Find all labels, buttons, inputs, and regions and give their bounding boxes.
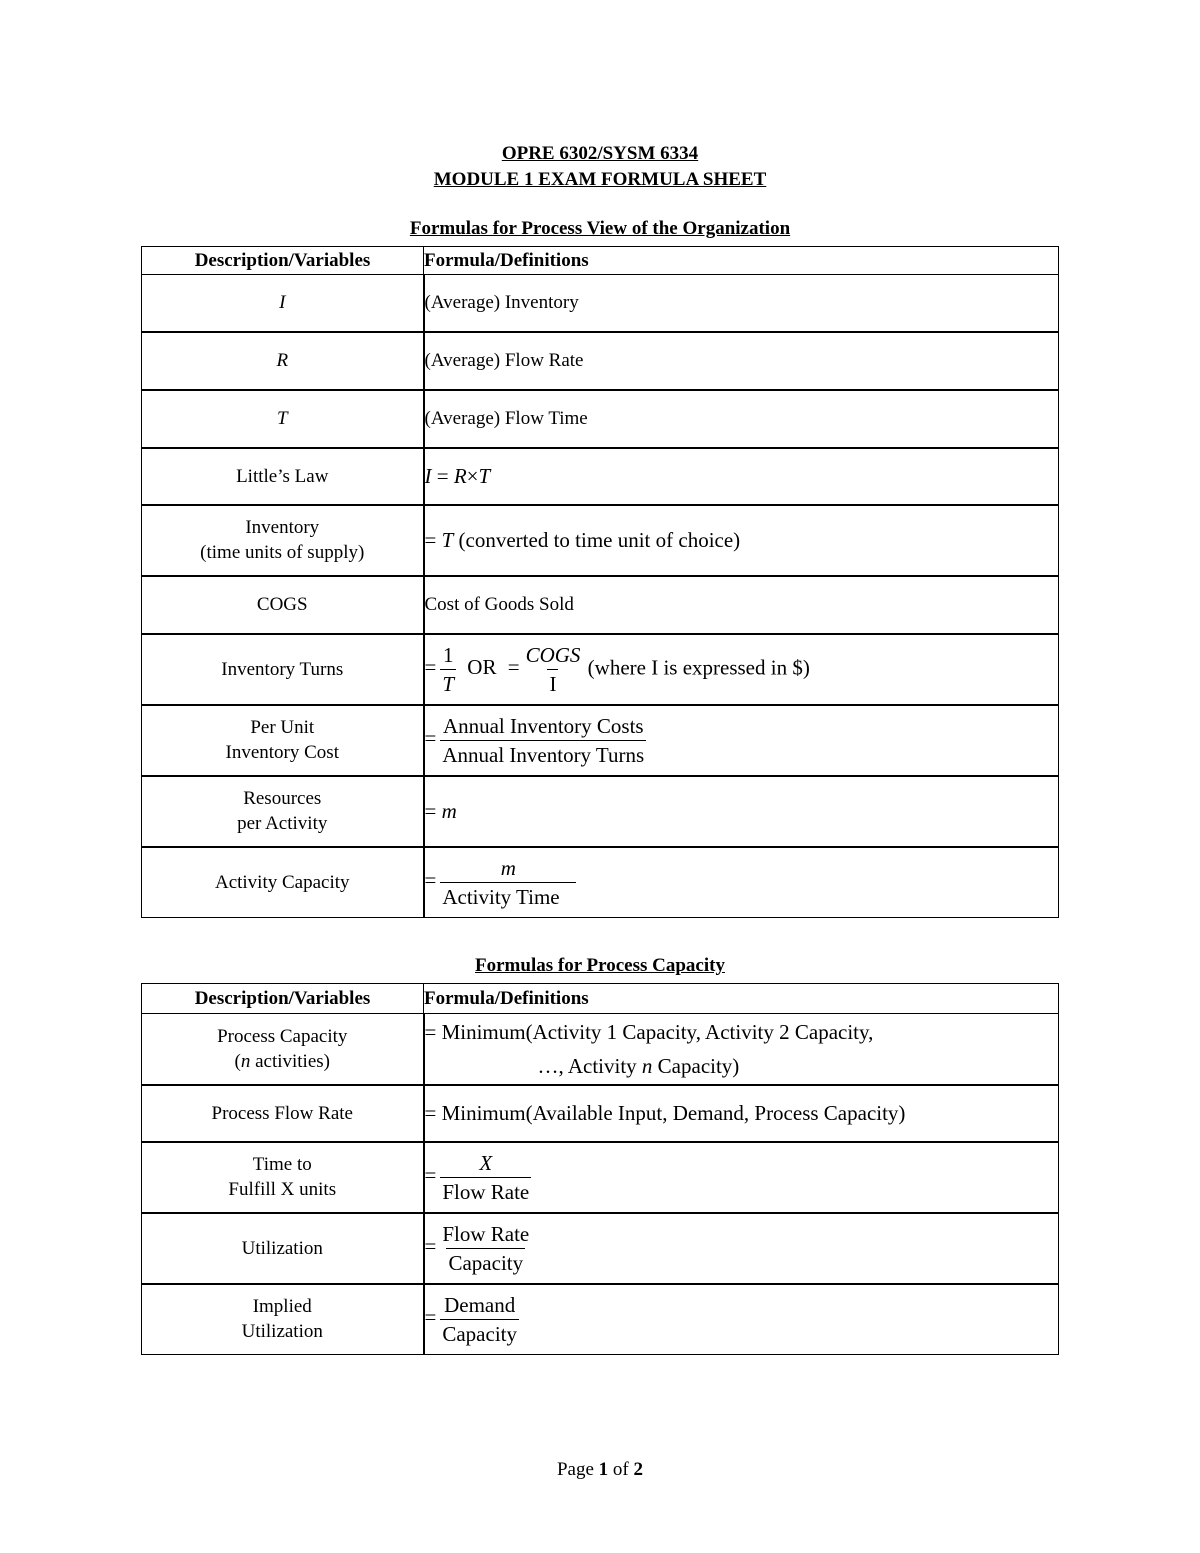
- table-row: [142, 847, 1059, 918]
- table-row: [142, 776, 1059, 847]
- numerator: m: [500, 855, 516, 880]
- formula-symbol: =: [507, 654, 520, 679]
- variable-cell: Little’s Law: [142, 448, 424, 505]
- process-capacity-table: [141, 983, 1059, 1355]
- variable-line: Per Unit: [250, 717, 315, 738]
- table-row: [142, 275, 1059, 332]
- formula-cell: = Minimum(Available Input, Demand, Process Capacity): [424, 1085, 1059, 1142]
- column-header-description: Description/Variables: [142, 247, 424, 275]
- variable-line: Inventory: [245, 517, 320, 538]
- total-pages: 2: [633, 1459, 643, 1480]
- variable-cell: [142, 1142, 424, 1213]
- variable-cell: COGS: [142, 576, 424, 634]
- course-title: OPRE 6302/SYSM 6334: [501, 143, 699, 164]
- variable-line: Utilization: [241, 1321, 323, 1343]
- formula-cell: [424, 705, 1059, 776]
- variable-cell: Process Flow Rate: [142, 1085, 424, 1142]
- variable-line: Resources: [243, 788, 322, 809]
- variable-line: Implied: [252, 1296, 312, 1318]
- numerator: 1: [442, 642, 454, 667]
- current-page: 1: [598, 1459, 609, 1480]
- formula-symbol: m: [441, 798, 457, 823]
- fraction: [440, 854, 576, 911]
- fraction: [440, 1220, 531, 1277]
- variable-cell: R: [142, 332, 424, 390]
- denominator: T: [440, 669, 456, 698]
- denominator: I: [547, 669, 558, 698]
- process-view-table: [141, 246, 1059, 918]
- variable-cell: [142, 505, 424, 576]
- definition-cell: (Average) Flow Rate: [424, 332, 1059, 390]
- variable-cell: T: [142, 390, 424, 448]
- formula-symbol: n: [641, 1053, 653, 1078]
- column-header-description: Description/Variables: [142, 984, 424, 1014]
- fraction: [440, 1149, 531, 1206]
- formula-cell: [424, 847, 1059, 918]
- definition-cell: (Average) Inventory: [424, 275, 1059, 332]
- table-row: [142, 505, 1059, 576]
- formula-cell: [424, 1142, 1059, 1213]
- table-row: [142, 448, 1059, 505]
- variable-line: Fulfill X units: [228, 1179, 337, 1200]
- formula-line: [425, 1049, 1059, 1083]
- formula-symbol: =: [424, 527, 437, 552]
- formula-symbol: =: [424, 725, 437, 750]
- variable-cell: [142, 776, 424, 847]
- formula-text: Capacity): [652, 1053, 740, 1078]
- variable-symbol: n: [240, 1050, 251, 1072]
- formula-symbol: =: [424, 868, 437, 893]
- formula-text: OR: [467, 654, 497, 679]
- formula-cell: [424, 505, 1059, 576]
- formula-symbol: =: [424, 654, 437, 679]
- formula-symbol: =: [424, 798, 437, 823]
- numerator: Demand: [444, 1292, 516, 1317]
- table-row: [142, 1014, 1059, 1085]
- numerator: COGS: [525, 642, 581, 667]
- formula-cell: [424, 448, 1059, 505]
- formula-symbol: T: [441, 527, 454, 552]
- variable-text: (: [234, 1050, 241, 1072]
- numerator: Flow Rate: [442, 1221, 530, 1246]
- table-row: [142, 576, 1059, 634]
- fraction: [440, 712, 646, 769]
- variable-cell: Inventory Turns: [142, 634, 424, 705]
- denominator: Flow Rate: [440, 1177, 531, 1206]
- variable-cell: Utilization: [142, 1213, 424, 1284]
- variable-line: [142, 1049, 423, 1074]
- denominator: Capacity: [440, 1319, 519, 1348]
- column-header-formula: Formula/Definitions: [424, 247, 1059, 275]
- formula-line: = Minimum(Activity 1 Capacity, Activity 2 Capacity,: [424, 1019, 874, 1044]
- fraction: [440, 641, 456, 698]
- denominator: Activity Time: [440, 882, 576, 911]
- variable-cell: Activity Capacity: [142, 847, 424, 918]
- formula-cell: [424, 776, 1059, 847]
- formula-cell: [424, 1284, 1059, 1355]
- section2-title: Formulas for Process Capacity: [475, 955, 725, 976]
- variable-cell: [142, 705, 424, 776]
- formula-cell: [424, 1014, 1059, 1085]
- variable-line: Time to: [252, 1154, 312, 1175]
- section1-title: Formulas for Process View of the Organization: [409, 218, 791, 239]
- table-row: [142, 1284, 1059, 1355]
- formula-symbol: =: [424, 1162, 437, 1187]
- definition-cell: (Average) Flow Time: [424, 390, 1059, 448]
- formula-cell: [424, 1213, 1059, 1284]
- formula-symbol: I: [424, 463, 432, 488]
- denominator: Capacity: [446, 1248, 525, 1277]
- variable-line: Inventory Cost: [225, 742, 339, 763]
- table-row: [142, 390, 1059, 448]
- column-header-formula: Formula/Definitions: [424, 984, 1059, 1014]
- variable-cell: [142, 1284, 424, 1355]
- table-row: [142, 634, 1059, 705]
- fraction: [440, 1291, 519, 1348]
- page-label: Page: [556, 1459, 594, 1480]
- formula-symbol: =: [424, 1305, 437, 1330]
- page-of-label: of: [612, 1459, 629, 1480]
- fraction: [524, 641, 583, 698]
- formula-cell: [424, 634, 1059, 705]
- variable-line: Process Capacity: [217, 1025, 348, 1047]
- variable-line: (time units of supply): [200, 542, 365, 563]
- numerator: X: [479, 1150, 493, 1175]
- definition-cell: Cost of Goods Sold: [424, 576, 1059, 634]
- table-row: [142, 332, 1059, 390]
- page-number: [0, 1459, 1200, 1481]
- numerator: Annual Inventory Costs: [442, 713, 644, 738]
- formula-text: (converted to time unit of choice): [458, 527, 741, 552]
- formula-symbol: =: [436, 463, 449, 488]
- formula-symbol: R: [453, 463, 467, 488]
- variable-cell: [142, 1014, 424, 1085]
- formula-text: (where I is expressed in $): [587, 654, 810, 679]
- variable-cell: I: [142, 275, 424, 332]
- variable-line: per Activity: [237, 813, 328, 834]
- table-row: [142, 1085, 1059, 1142]
- table-row: [142, 705, 1059, 776]
- table-row: [142, 1142, 1059, 1213]
- formula-symbol: =: [424, 1233, 437, 1258]
- formula-symbol: T: [478, 463, 491, 488]
- denominator: Annual Inventory Turns: [440, 740, 646, 769]
- variable-text: activities): [250, 1050, 330, 1072]
- table-row: [142, 1213, 1059, 1284]
- formula-symbol: ×: [466, 463, 479, 488]
- document-title: MODULE 1 EXAM FORMULA SHEET: [433, 169, 767, 190]
- formula-text: …, Activity: [537, 1053, 642, 1078]
